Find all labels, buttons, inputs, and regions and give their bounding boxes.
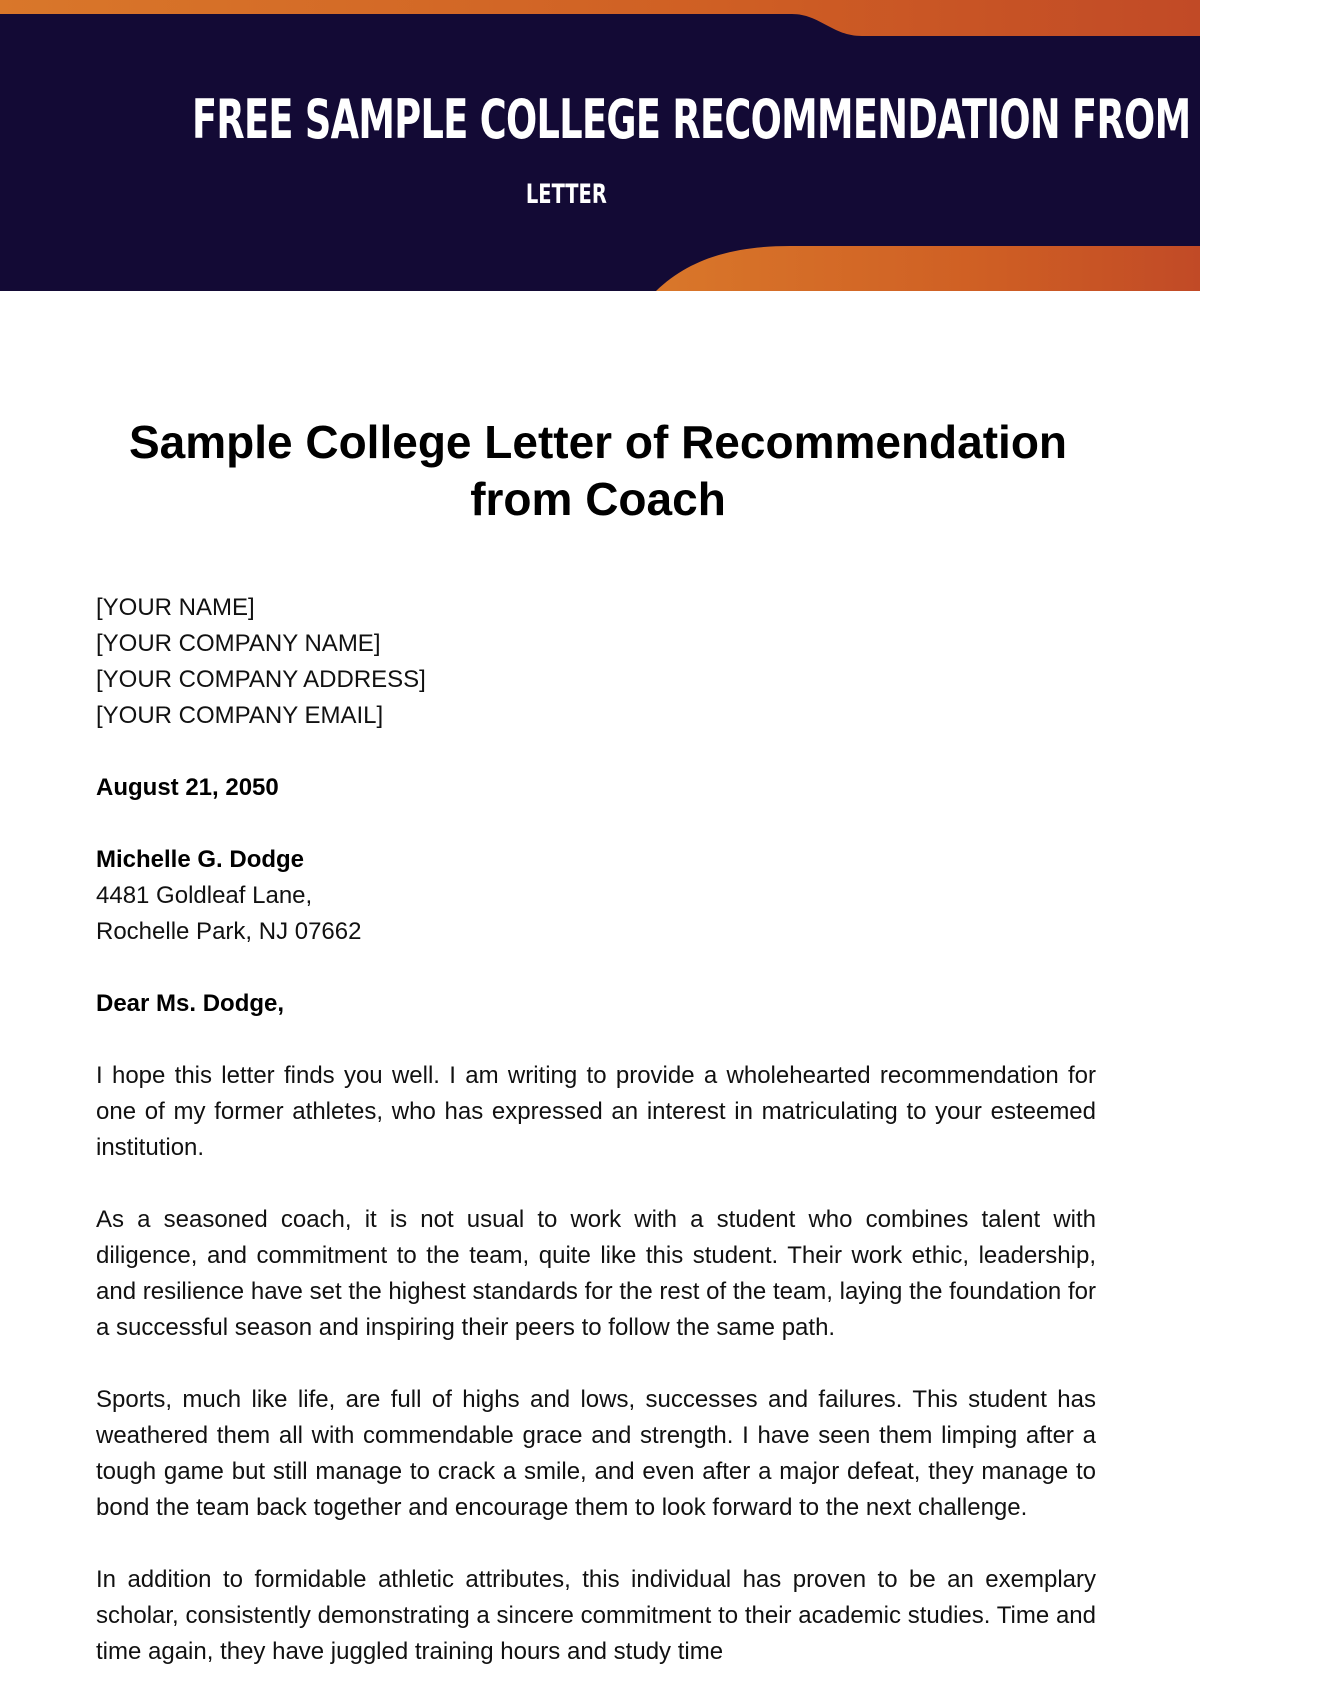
sender-company: [YOUR COMPANY NAME] [96, 630, 381, 657]
letter-body [96, 590, 1096, 1706]
document-title [96, 414, 1100, 528]
sender-name: [YOUR NAME] [96, 594, 255, 621]
document-title-line-1: Sample College Letter of [128, 416, 669, 468]
sender-email: [YOUR COMPANY EMAIL] [96, 702, 384, 729]
recipient-block [96, 842, 1096, 950]
sender-block [96, 590, 1096, 734]
banner-title: FREE SAMPLE COLLEGE RECOMMENDATION FROM COACH [192, 88, 1342, 151]
letter-date: August 21, 2050 [96, 774, 279, 801]
paragraph-4: In addition to formidable athletic attributes, this individual has proven to be an exemplary scholar, consistently demonstrating a sincere commitment to their academic studies. Time and time again, they have juggled training hours and study time [96, 1566, 1096, 1665]
banner-bottom-orange-swoosh [656, 246, 1200, 291]
document-title-line-2: Recommendation from Coach [470, 416, 1068, 525]
header-banner [0, 0, 1342, 291]
paragraph-1: I hope this letter finds you well. I am writing to provide a wholehearted recommendation for one of my former athletes, who has expressed an interest in matriculating to your esteemed institution. [96, 1062, 1096, 1161]
sender-address: [YOUR COMPANY ADDRESS] [96, 666, 426, 693]
paragraph-3: Sports, much like life, are full of highs and lows, successes and failures. This student has weathered them all with commendable grace and strength. I have seen them limping after a tough game but still manage to crack a smile, and even after a major defeat, they manage to bond the team back together and encourage them to look forward to the next challenge. [96, 1386, 1096, 1521]
paragraph-2: As a seasoned coach, it is not usual to work with a student who combines talent with diligence, and commitment to the team, quite like this student. Their work ethic, leadership, and resilience have set the highest standards for the rest of the team, laying the foundation for a successful season and inspiring their peers to follow the same path. [96, 1206, 1096, 1341]
recipient-name: Michelle G. Dodge [96, 846, 305, 873]
recipient-street: 4481 Goldleaf Lane, [96, 882, 313, 909]
salutation: Dear Ms. Dodge, [96, 990, 285, 1017]
banner-subtitle: LETTER [525, 179, 607, 210]
recipient-city: Rochelle Park, NJ 07662 [96, 918, 362, 945]
